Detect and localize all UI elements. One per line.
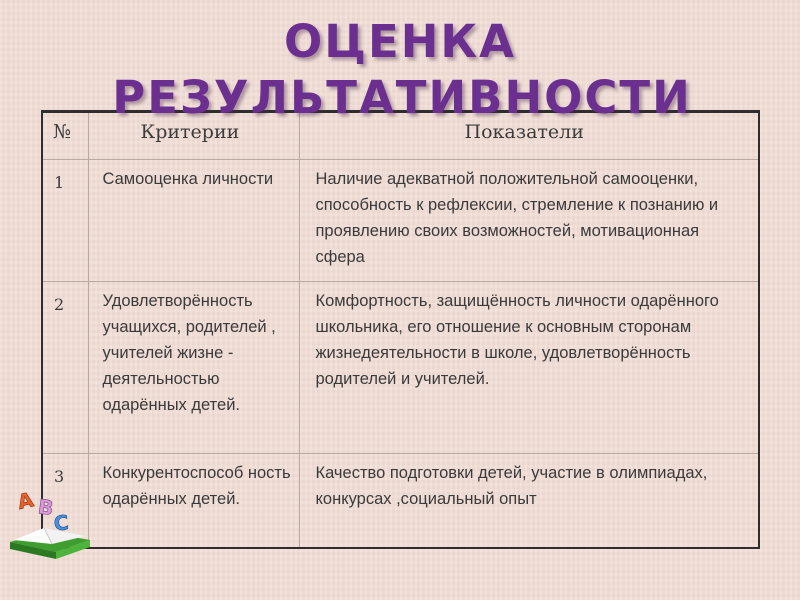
row-indicators: Качество подготовки детей, участие в олимпиадах, конкурсах ,социальный опыт	[299, 454, 759, 549]
header-number: №	[42, 112, 88, 160]
row-criteria: Конкурентоспособ ность одарённых детей.	[88, 454, 299, 549]
row-indicators: Комфортность, защищённость личности одарённого школьника, его отношение к основным сторонам жизнедеятельности в школе, удовлетворённость родителей и учителей.	[299, 282, 759, 454]
title-line-2: РЕЗУЛЬТАТИВНОСТИ	[112, 71, 692, 124]
row-indicators: Наличие адекватной положительной самооценки, способность к рефлексии, стремление к познанию и проявлению своих возможностей, мотивационная сфера	[299, 160, 759, 282]
table-row	[42, 282, 759, 454]
letter-c: C	[52, 510, 70, 536]
row-number: 2	[42, 282, 88, 454]
header-criteria: Критерии	[88, 112, 299, 160]
table-row	[42, 160, 759, 282]
letter-a: A	[15, 487, 36, 515]
row-number: 1	[42, 160, 88, 282]
row-number: 3	[42, 454, 88, 549]
page-title	[0, 14, 800, 126]
table-row	[42, 454, 759, 549]
title-line-1: ОЦЕНКА	[283, 15, 516, 68]
letter-b: B	[36, 494, 55, 521]
header-indicators: Показатели	[299, 112, 759, 160]
row-criteria: Самооценка личности	[88, 160, 299, 282]
row-criteria: Удовлетворённость учащихся, родителей , учителей жизне - деятельностью одарённых детей.	[88, 282, 299, 454]
results-table	[41, 110, 760, 549]
abc-book-icon	[4, 484, 96, 564]
